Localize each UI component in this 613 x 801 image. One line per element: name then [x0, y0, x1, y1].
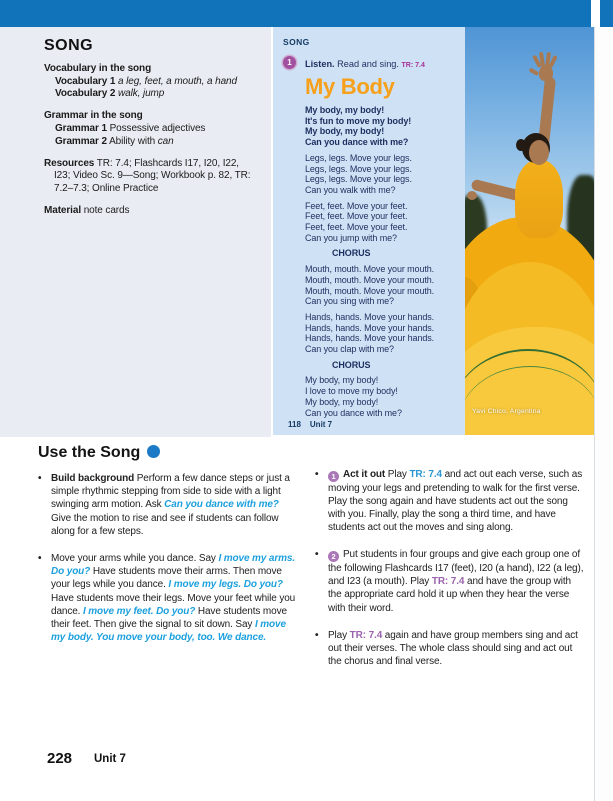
text-segment: and have the group with the appropriate card hold it up when they hear the verse with their word.	[328, 576, 571, 614]
text-segment: Build background	[51, 473, 135, 484]
photo-caption: Yavi Chico, Argentina	[472, 408, 541, 415]
lyric-line: Feet, feet. Move your feet.	[305, 222, 408, 233]
lyric-line: My body, my body!	[305, 375, 379, 386]
lesson-left-column	[38, 472, 298, 658]
lyric-line: Mouth, mouth. Move your mouth.	[305, 285, 435, 296]
bullet-text	[328, 549, 583, 613]
text-segment: Move your arms while you dance. Say	[51, 553, 219, 565]
lyric-line: I love to move my body!	[305, 386, 398, 397]
lyric-line: My body, my body!	[305, 105, 385, 115]
text-segment: TR: 7.4	[401, 62, 425, 69]
vocabulary1-label: Vocabulary 1	[55, 75, 116, 87]
lyric-line: Can you dance with me?	[305, 137, 409, 148]
text-segment: again and have group members sing and act out their verses. The whole class should sing and act out the chorus and final verse.	[328, 629, 578, 668]
lyric-line: Legs, legs. Move your legs.	[305, 174, 412, 185]
lyric-line: Hands, hands. Move your hands.	[305, 333, 435, 344]
lesson-bullet	[38, 552, 298, 644]
text-segment: Ability with	[109, 135, 158, 147]
lyric-line: Mouth, mouth. Move your mouth.	[305, 274, 435, 285]
song-verse	[305, 153, 434, 196]
song-verse	[305, 105, 434, 148]
text-segment: can	[157, 135, 174, 147]
lesson-bullet	[315, 468, 587, 534]
text-segment: I move my body. You move your body, too. We dance.	[51, 619, 286, 644]
text-segment: I move my feet. Do you?	[82, 605, 196, 617]
lesson-heading	[38, 444, 160, 462]
text-segment: Have students move their feet. Then give the signal to sit down. Say	[51, 605, 287, 631]
song-verse	[305, 264, 434, 307]
grammar-heading: Grammar in the song	[44, 110, 143, 122]
song-title: My Body	[305, 74, 395, 99]
lyric-line: Can you walk with me?	[305, 184, 396, 195]
lesson-right-column	[315, 468, 587, 682]
grammar1-value: Possessive adjectives	[109, 122, 206, 134]
text-segment: TR: 7.4	[431, 576, 465, 588]
activity-number-badge: 1	[283, 56, 296, 69]
text-segment: TR: 7.4	[409, 469, 442, 480]
text-segment: Read and sing.	[334, 59, 402, 69]
resources-row	[44, 158, 255, 196]
activity-instruction	[305, 59, 425, 69]
lyric-line: Feet, feet. Move your feet.	[305, 211, 408, 222]
song-verse	[305, 312, 434, 355]
vocabulary1-row	[44, 76, 255, 89]
chorus-label	[305, 360, 434, 371]
text-segment: Perform a few dance steps or just a simple rhythmic stepping from side to side with a light swinging arm motion. Ask	[51, 473, 290, 511]
vocabulary-heading: Vocabulary in the song	[44, 62, 152, 74]
footer-unit-label: Unit 7	[94, 753, 126, 765]
dancer-face	[529, 140, 549, 165]
lyric-line: Hands, hands. Move your hands.	[305, 311, 435, 322]
song-verse	[305, 201, 434, 244]
text-segment: Play	[328, 629, 350, 641]
page-number: 228	[47, 750, 73, 767]
text-segment: Put students in four groups and give each group one of the following Flashcards I17 (feet), I20 (a hand), I22 (a leg), and I23 (a mouth). Play	[328, 549, 584, 588]
grammar1-label: Grammar 1	[55, 122, 107, 134]
header-bar-page-edge	[600, 0, 613, 27]
text-segment: Act it out	[343, 469, 386, 480]
student-book-photo	[465, 27, 594, 435]
bullet-text	[328, 630, 578, 667]
lyric-line: Hands, hands. Move your hands.	[305, 322, 435, 333]
text-segment: I move my arms. Do you?	[51, 553, 296, 578]
vocabulary2-label: Vocabulary 2	[55, 88, 116, 100]
lyric-line: Can you sing with me?	[305, 296, 394, 307]
resources-value: TR: 7.4; Flashcards I17, I20, I22, I23; Video Sc. 9—Song; Workbook p. 82, TR: 7.2–7.3; Online Practice	[54, 157, 251, 195]
grammar2-row	[44, 136, 255, 149]
dancer-extended-hand	[467, 191, 477, 200]
section-dot-icon	[147, 445, 160, 458]
student-book-page	[273, 27, 465, 435]
grammar2-label: Grammar 2	[55, 135, 107, 147]
text-segment: Have students move their arms. Then move your legs while you dance.	[51, 566, 282, 591]
lyric-line: My body, my body!	[305, 126, 385, 137]
text-segment: and act out each verse, such as moving your legs and pretending to walk for the first verse. Play the song again and have students act out the song with you. Finally, play the song a third time, and have students act out the moves and sing along.	[328, 469, 583, 534]
lyric-line: Feet, feet. Move your feet.	[305, 200, 408, 211]
text-segment: TR: 7.4	[349, 629, 383, 641]
lesson-bullet	[315, 548, 587, 614]
dancer-thumb	[529, 68, 539, 76]
lyric-line: My body, my body!	[305, 396, 379, 407]
step-number-badge: 1	[328, 471, 339, 482]
lyric-line: Can you dance with me?	[305, 407, 402, 418]
lesson-bullet	[315, 629, 587, 669]
material-row	[44, 205, 255, 218]
text-segment: Have students move their legs. Move your feet while you dance.	[51, 592, 296, 617]
lyric-line: Can you clap with me?	[305, 344, 394, 355]
lyric-line: It's fun to move my body!	[305, 115, 412, 126]
material-value: note cards	[83, 204, 130, 216]
material-label: Material	[44, 204, 81, 216]
grammar2-value	[109, 136, 174, 147]
dancer-hair-bun	[516, 139, 526, 151]
vocabulary2-value: walk, jump	[118, 88, 165, 100]
resources-label: Resources	[44, 157, 95, 169]
step-number-badge: 2	[328, 551, 339, 562]
student-page-section-label: SONG	[283, 37, 310, 47]
lesson-bullet	[38, 472, 298, 538]
song-lyrics	[305, 105, 434, 423]
sidebar-title: SONG	[44, 37, 94, 54]
lyric-line: Mouth, mouth. Move your mouth.	[305, 264, 435, 275]
lyric-line: CHORUS	[332, 248, 371, 259]
text-segment: Play	[385, 469, 410, 480]
bullet-text	[328, 469, 582, 533]
student-page-footer	[288, 420, 332, 429]
text-segment: Listen.	[305, 59, 335, 69]
grammar1-row	[44, 123, 255, 136]
lyric-line: Legs, legs. Move your legs.	[305, 163, 412, 174]
page-edge-strip	[594, 27, 613, 801]
student-page-unit: Unit 7	[309, 420, 333, 429]
song-verse	[305, 375, 434, 418]
lesson-heading-text: Use the Song	[38, 444, 141, 461]
lyric-line: CHORUS	[332, 359, 371, 370]
header-bar	[0, 0, 591, 27]
text-segment: I move my legs. Do you?	[168, 579, 283, 591]
vocabulary1-value: a leg, feet, a mouth, a hand	[118, 75, 237, 87]
text-segment: Give the motion to rise and see if students can follow along for a few steps.	[51, 512, 279, 537]
lyric-line: Legs, legs. Move your legs.	[305, 152, 412, 163]
text-segment: Can you dance with me?	[164, 499, 279, 511]
lyric-line: Can you jump with me?	[305, 232, 397, 243]
dancer-bodice	[515, 160, 563, 238]
vocabulary2-row	[44, 88, 255, 101]
student-page-number: 118	[288, 420, 301, 429]
chorus-label	[305, 248, 434, 259]
song-info-sidebar	[0, 27, 271, 437]
